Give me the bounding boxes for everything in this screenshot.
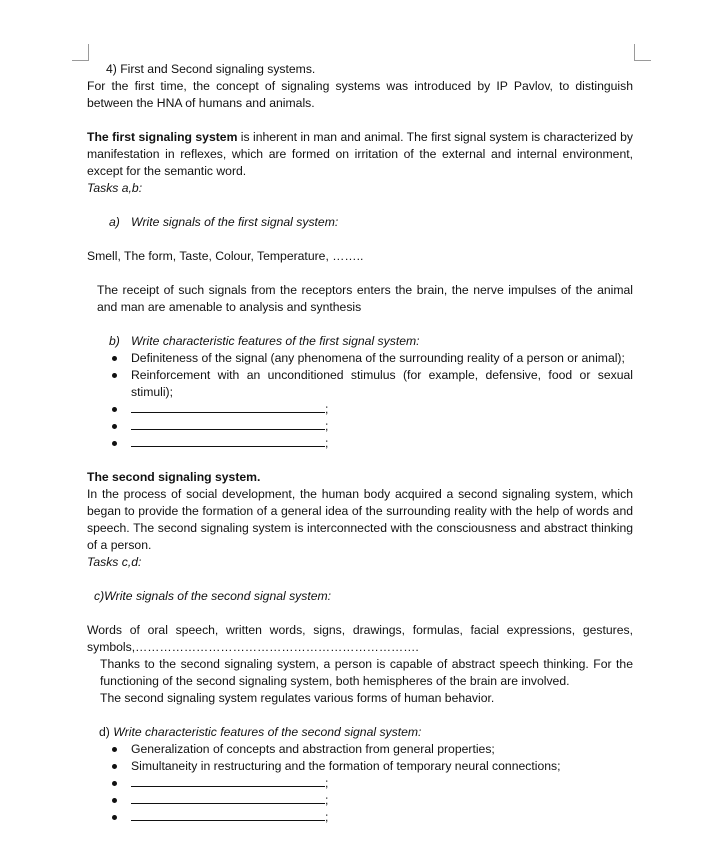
task-d	[87, 724, 633, 741]
first-system-paragraph	[87, 129, 633, 180]
task-b	[87, 333, 633, 350]
task-d-label: d)	[99, 725, 110, 739]
blank-line[interactable]	[131, 436, 325, 447]
blank-line[interactable]	[131, 419, 325, 430]
first-signals-answer: Smell, The form, Taste, Colour, Temperature, ……..	[87, 249, 364, 263]
section-heading: 4) First and Second signaling systems.	[106, 62, 316, 76]
second-system-paragraph: In the process of social development, the human body acquired a second signaling system, which began to provide the formation of a general idea of the surrounding reality with the help of words and speech. The second signaling system is interconnected with the consciousness and abstract thinking of a person.	[87, 487, 633, 552]
task-b-text: Write characteristic features of the first signal system:	[131, 334, 420, 348]
tasks-ab-label: Tasks a,b:	[87, 181, 143, 195]
page-corner-mark-top-left	[72, 44, 89, 61]
blank-line[interactable]	[131, 793, 325, 804]
blank-line[interactable]	[131, 810, 325, 821]
task-a-label: a)	[109, 215, 120, 229]
tasks-cd-label: Tasks c,d:	[87, 555, 142, 569]
list-item: Reinforcement with an unconditioned stimulus (for example, defensive, food or sexual stimuli);	[87, 367, 633, 401]
page-corner-mark-top-right	[634, 44, 651, 61]
intro-paragraph: For the first time, the concept of signaling systems was introduced by IP Pavlov, to distinguish between the HNA of humans and animals.	[87, 79, 633, 110]
answer-blank-line[interactable]: ;	[87, 418, 633, 435]
task-a	[87, 214, 633, 231]
task-a-text: Write signals of the first signal system:	[131, 215, 339, 229]
answer-blank-line[interactable]: ;	[87, 435, 633, 452]
first-system-desc: is inherent in man and animal. The first signal system is characterized by manifestation in reflexes, which are formed on irritation of the external and internal environment, except for the semantic word.	[87, 130, 633, 178]
list-item: Definiteness of the signal (any phenomena of the surrounding reality of a person or animal);	[87, 350, 633, 367]
answer-blank-line[interactable]: ;	[87, 792, 633, 809]
first-features-list	[87, 350, 633, 452]
second-signals-answer: Words of oral speech, written words, signs, drawings, formulas, facial expressions, gestures, symbols,…………………………………………………………….	[87, 623, 633, 654]
blank-line[interactable]	[131, 402, 325, 413]
list-item: Generalization of concepts and abstraction from general properties;	[87, 741, 633, 758]
receipt-paragraph: The receipt of such signals from the receptors enters the brain, the nerve impulses of the animal and man are amenable to analysis and synthesis	[97, 283, 633, 314]
task-d-text: Write characteristic features of the second signal system:	[113, 725, 422, 739]
second-features-list	[87, 741, 633, 826]
document-page	[87, 61, 633, 826]
task-c: c)Write signals of the second signal system:	[94, 589, 332, 603]
answer-blank-line[interactable]: ;	[87, 809, 633, 826]
answer-blank-line[interactable]: ;	[87, 401, 633, 418]
task-b-label: b)	[109, 334, 120, 348]
answer-blank-line[interactable]: ;	[87, 775, 633, 792]
thanks-paragraph: Thanks to the second signaling system, a person is capable of abstract speech thinking. For the functioning of the second signaling system, both hemispheres of the brain are involved.	[100, 657, 633, 688]
second-system-heading: The second signaling system.	[87, 470, 261, 484]
blank-line[interactable]	[131, 776, 325, 787]
first-system-term: The first signaling system	[87, 130, 238, 144]
regulates-paragraph: The second signaling system regulates various forms of human behavior.	[100, 691, 495, 705]
list-item: Simultaneity in restructuring and the formation of temporary neural connections;	[87, 758, 633, 775]
